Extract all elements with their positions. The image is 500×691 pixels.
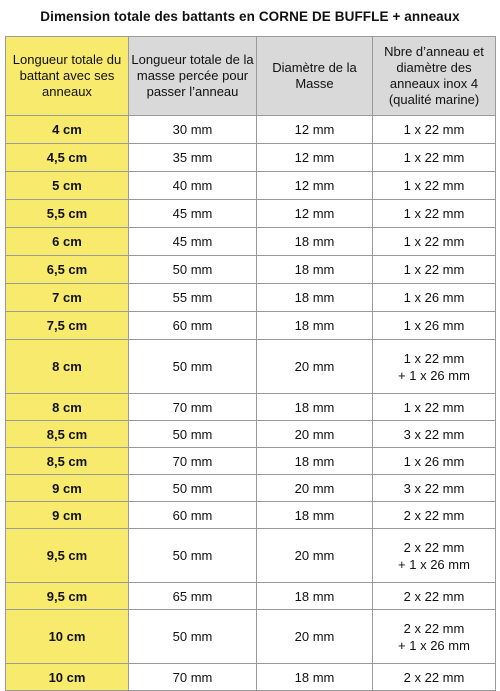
cell-diametre: 18 mm: [257, 284, 373, 312]
table-row: [6, 421, 496, 448]
cell-anneaux: [373, 529, 496, 583]
cell-anneaux: 1 x 22 mm: [373, 116, 496, 144]
cell-anneaux: 1 x 22 mm: [373, 256, 496, 284]
cell-masse: 45 mm: [129, 200, 257, 228]
cell-diametre: 18 mm: [257, 583, 373, 610]
cell-diametre: 12 mm: [257, 116, 373, 144]
cell-anneaux: 1 x 26 mm: [373, 284, 496, 312]
cell-anneaux: [373, 340, 496, 394]
cell-anneaux: 2 x 22 mm: [373, 583, 496, 610]
cell-diametre: 20 mm: [257, 610, 373, 664]
cell-anneaux: 1 x 26 mm: [373, 312, 496, 340]
cell-longueur: 9 cm: [6, 475, 129, 502]
table-row: [6, 116, 496, 144]
cell-anneaux: 1 x 22 mm: [373, 394, 496, 421]
cell-anneaux: 2 x 22 mm: [373, 664, 496, 691]
table-row: [6, 610, 496, 664]
cell-anneaux: 3 x 22 mm: [373, 475, 496, 502]
cell-longueur: 10 cm: [6, 664, 129, 691]
cell-masse: 55 mm: [129, 284, 257, 312]
cell-masse: 50 mm: [129, 421, 257, 448]
cell-diametre: 20 mm: [257, 529, 373, 583]
cell-longueur: 4 cm: [6, 116, 129, 144]
table-row: [6, 448, 496, 475]
cell-longueur: 9 cm: [6, 502, 129, 529]
cell-masse: 70 mm: [129, 448, 257, 475]
table-row: [6, 228, 496, 256]
table-row: [6, 312, 496, 340]
cell-anneaux: 1 x 22 mm: [373, 200, 496, 228]
cell-masse: 45 mm: [129, 228, 257, 256]
cell-anneaux: 1 x 22 mm: [373, 144, 496, 172]
cell-anneaux: 1 x 22 mm: [373, 228, 496, 256]
page-title: Dimension totale des battants en CORNE DE BUFFLE + anneaux: [40, 9, 460, 24]
table-row: [6, 284, 496, 312]
cell-longueur: 7,5 cm: [6, 312, 129, 340]
cell-longueur: 4,5 cm: [6, 144, 129, 172]
header-diametre: Diamètre de la Masse: [257, 37, 373, 116]
cell-masse: 40 mm: [129, 172, 257, 200]
header-anneaux: Nbre d’anneau et diamètre des anneaux inox 4 (qualité marine): [373, 37, 496, 116]
table-row: [6, 529, 496, 583]
table-row: [6, 664, 496, 691]
cell-diametre: 20 mm: [257, 340, 373, 394]
header-longueur-masse: Longueur totale de la masse percée pour passer l’anneau: [129, 37, 257, 116]
cell-masse: 50 mm: [129, 610, 257, 664]
cell-masse: 50 mm: [129, 340, 257, 394]
dimensions-table: [5, 36, 496, 691]
cell-longueur: 8 cm: [6, 340, 129, 394]
cell-masse: 60 mm: [129, 502, 257, 529]
table-row: [6, 394, 496, 421]
cell-diametre: 18 mm: [257, 228, 373, 256]
cell-diametre: 18 mm: [257, 664, 373, 691]
cell-masse: 60 mm: [129, 312, 257, 340]
cell-masse: 35 mm: [129, 144, 257, 172]
table-row: [6, 144, 496, 172]
cell-anneaux: 1 x 26 mm: [373, 448, 496, 475]
cell-anneaux: 1 x 22 mm: [373, 172, 496, 200]
cell-diametre: 12 mm: [257, 200, 373, 228]
ring-line: + 1 x 26 mm: [398, 637, 470, 653]
cell-longueur: 7 cm: [6, 284, 129, 312]
cell-masse: 50 mm: [129, 475, 257, 502]
cell-anneaux: 2 x 22 mm: [373, 502, 496, 529]
cell-longueur: 8,5 cm: [6, 448, 129, 475]
cell-diametre: 18 mm: [257, 394, 373, 421]
cell-masse: 50 mm: [129, 529, 257, 583]
ring-line: 2 x 22 mm: [403, 620, 465, 636]
cell-masse: 65 mm: [129, 583, 257, 610]
cell-diametre: 20 mm: [257, 421, 373, 448]
cell-longueur: 5 cm: [6, 172, 129, 200]
cell-longueur: 9,5 cm: [6, 583, 129, 610]
cell-masse: 70 mm: [129, 664, 257, 691]
cell-masse: 30 mm: [129, 116, 257, 144]
cell-longueur: 6,5 cm: [6, 256, 129, 284]
cell-longueur: 8,5 cm: [6, 421, 129, 448]
ring-line: 2 x 22 mm: [403, 539, 465, 555]
header-longueur-totale: Longueur totale du battant avec ses anneaux: [6, 37, 129, 116]
cell-diametre: 12 mm: [257, 144, 373, 172]
table-row: [6, 475, 496, 502]
table-row: [6, 583, 496, 610]
cell-masse: 70 mm: [129, 394, 257, 421]
cell-diametre: 18 mm: [257, 256, 373, 284]
cell-longueur: 8 cm: [6, 394, 129, 421]
cell-anneaux: 3 x 22 mm: [373, 421, 496, 448]
cell-diametre: 18 mm: [257, 448, 373, 475]
cell-longueur: 9,5 cm: [6, 529, 129, 583]
ring-line: 1 x 22 mm: [403, 350, 465, 366]
cell-longueur: 5,5 cm: [6, 200, 129, 228]
ring-line: + 1 x 26 mm: [398, 556, 470, 572]
cell-diametre: 20 mm: [257, 475, 373, 502]
cell-diametre: 18 mm: [257, 502, 373, 529]
ring-line: + 1 x 26 mm: [398, 367, 470, 383]
header-row: [6, 37, 496, 116]
table-row: [6, 256, 496, 284]
table-row: [6, 200, 496, 228]
table-row: [6, 340, 496, 394]
table-row: [6, 502, 496, 529]
cell-longueur: 6 cm: [6, 228, 129, 256]
cell-diametre: 18 mm: [257, 312, 373, 340]
cell-longueur: 10 cm: [6, 610, 129, 664]
table-row: [6, 172, 496, 200]
cell-anneaux: [373, 610, 496, 664]
cell-diametre: 12 mm: [257, 172, 373, 200]
cell-masse: 50 mm: [129, 256, 257, 284]
